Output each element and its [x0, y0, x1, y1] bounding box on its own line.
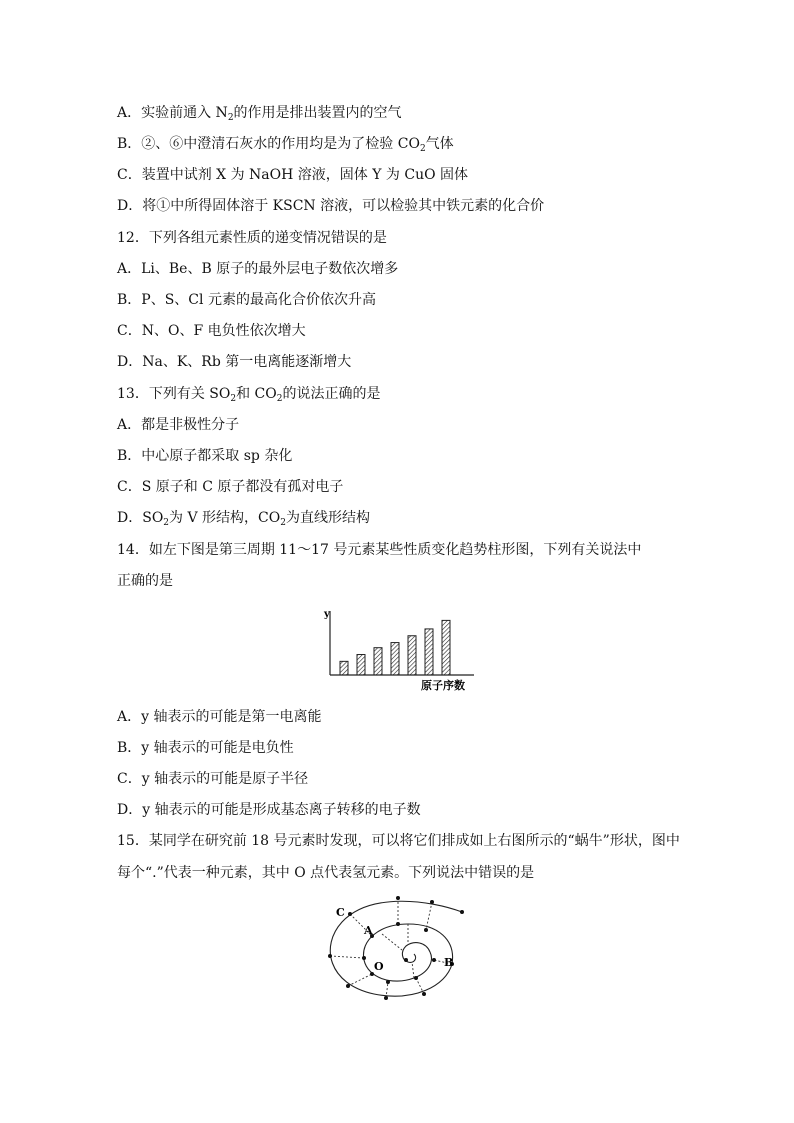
- q12-option-c: C．N、O、F 电负性依次增大: [117, 323, 306, 339]
- q12-stem: 12．下列各组元素性质的递变情况错误的是: [117, 230, 387, 246]
- bars-group: [340, 620, 450, 675]
- element-dot: [362, 956, 366, 960]
- element-dot: [384, 996, 388, 1000]
- bar-7: [442, 620, 450, 675]
- q11-option-c: C．装置中试剂 X 为 NaOH 溶液，固体 Y 为 CuO 固体: [117, 167, 469, 183]
- spoke-inner-2: [382, 934, 402, 950]
- q13-option-c: C．S 原子和 C 原子都没有孤对电子: [117, 479, 344, 495]
- element-dot: [422, 992, 426, 996]
- q15-stem-line2: 每个“.”代表一种元素，其中 O 点代表氢元素。下列说法中错误的是: [117, 865, 535, 881]
- label-o: O: [374, 960, 384, 973]
- bar-chart: [318, 601, 478, 693]
- bar-5: [408, 636, 416, 675]
- q14-option-d: D．y 轴表示的可能是形成基态离子转移的电子数: [117, 802, 421, 818]
- element-dot: [396, 896, 400, 900]
- q12-option-d: D．Na、K、Rb 第一电离能逐渐增大: [117, 354, 352, 370]
- q14-option-b: B．y 轴表示的可能是电负性: [117, 740, 294, 756]
- element-dot: [346, 984, 350, 988]
- label-b: B: [444, 956, 454, 969]
- element-dot: [396, 922, 400, 926]
- element-dot: [432, 958, 436, 962]
- q11-option-a: A．实验前通入 $N_2$的作用是排出装置内的空气: [117, 105, 402, 123]
- q13-option-d: D．$SO_2$为 V 形结构，$CO_2$为直线形结构: [117, 510, 370, 528]
- y-axis-label: y: [324, 609, 330, 620]
- bar-3: [374, 648, 382, 675]
- element-dot: [414, 976, 418, 980]
- element-dot: [328, 954, 332, 958]
- q14-option-c: C．y 轴表示的可能是原子半径: [117, 771, 309, 787]
- label-a: A: [364, 924, 373, 937]
- element-dot: [430, 900, 434, 904]
- element-dot: [460, 910, 464, 914]
- q14-stem-line1: 14．如左下图是第三周期 11～17 号元素某些性质变化趋势柱形图，下列有关说法中: [117, 542, 642, 558]
- q15-stem-line1: 15．某同学在研究前 18 号元素时发现，可以将它们排成如上右图所示的“蜗牛”形状，图中: [117, 833, 680, 849]
- spoke-left: [330, 956, 364, 958]
- element-dot: [386, 980, 390, 984]
- x-axis-label: 原子序数: [421, 679, 465, 692]
- bar-4: [391, 643, 399, 675]
- spoke-bottom-left: [348, 974, 372, 986]
- snail-diagram: [322, 894, 472, 1006]
- element-dot: [424, 928, 428, 932]
- spoke-inner-3: [412, 962, 414, 978]
- spoke-top-right: [426, 902, 432, 930]
- q11-option-d: D．将①中所得固体溶于 KSCN 溶液，可以检验其中铁元素的化合价: [117, 198, 545, 214]
- q14-stem-line2: 正确的是: [117, 573, 173, 589]
- bar-1: [340, 661, 348, 675]
- q13-stem: 13．下列有关 $SO_2$和 $CO_2$的说法正确的是: [117, 386, 381, 404]
- q12-option-b: B．P、S、Cl 元素的最高化合价依次升高: [117, 292, 376, 308]
- q13-option-b: B．中心原子都采取 sp 杂化: [117, 448, 293, 464]
- q13-option-a: A．都是非极性分子: [117, 417, 240, 433]
- q12-option-a: A．Li、Be、B 原子的最外层电子数依次增多: [117, 261, 399, 277]
- q11-option-b: B．②、⑥中澄清石灰水的作用均是为了检验 $CO_2$气体: [117, 136, 454, 154]
- label-c: C: [336, 906, 345, 919]
- bar-6: [425, 629, 433, 675]
- element-dot: [348, 912, 352, 916]
- q14-option-a: A．y 轴表示的可能是第一电离能: [117, 709, 322, 725]
- element-dot-origin: [404, 958, 408, 962]
- bar-2: [357, 655, 365, 675]
